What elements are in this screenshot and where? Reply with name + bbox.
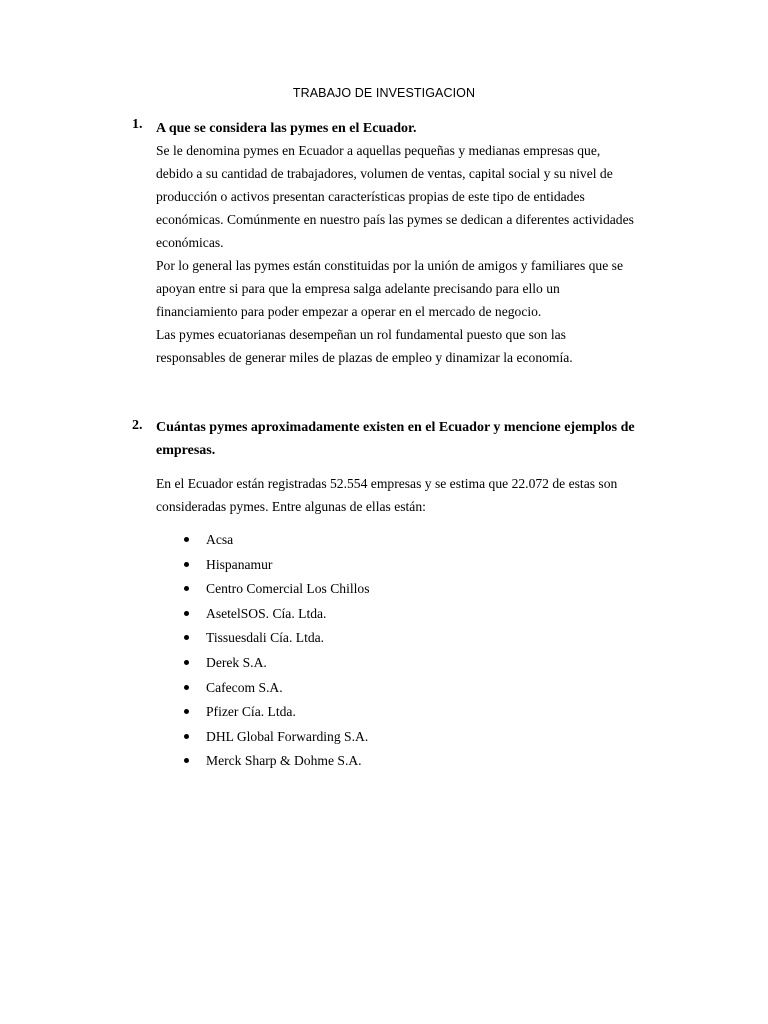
- bullet-icon: [184, 562, 189, 567]
- section-2-body: [156, 472, 666, 518]
- bullet-icon: [184, 586, 189, 591]
- company-name: Acsa: [206, 532, 234, 547]
- section-2-number: 2.: [132, 418, 143, 433]
- paragraph-line: Las pymes ecuatorianas desempeñan un rol fundamental puesto que son las: [156, 327, 566, 342]
- company-name: DHL Global Forwarding S.A.: [206, 728, 369, 744]
- bullet-icon: [184, 709, 189, 714]
- company-name: Cafecom S.A.: [206, 679, 283, 695]
- paragraph-line: En el Ecuador están registradas 52.554 empresas y se estima que 22.072 de estas son: [156, 476, 618, 491]
- paragraph-line: económicas. Comúnmente en nuestro país las pymes se dedican a diferentes actividades: [156, 212, 634, 227]
- section-1-number: 1.: [132, 117, 143, 132]
- company-name: AsetelSOS. Cía. Ltda.: [206, 605, 327, 621]
- paragraph-line: financiamiento para poder empezar a operar en el mercado de negocio.: [156, 304, 542, 319]
- section-2-heading: [156, 416, 676, 462]
- bullet-icon: [184, 537, 189, 542]
- paragraph-line: Se le denomina pymes en Ecuador a aquellas pequeñas y medianas empresas que,: [156, 143, 601, 158]
- company-name: Centro Comercial Los Chillos: [206, 581, 370, 597]
- paragraph-line: económicas.: [156, 235, 224, 250]
- bullet-icon: [184, 660, 189, 665]
- bullet-icon: [184, 611, 189, 616]
- paragraph-line: Por lo general las pymes están constituidas por la unión de amigos y familiares que se: [156, 258, 623, 273]
- company-name: Tissuesdali Cía. Ltda.: [206, 630, 325, 646]
- bullet-icon: [184, 734, 189, 739]
- company-name: Hispanamur: [206, 556, 273, 572]
- document-title: TRABAJO DE INVESTIGACION: [292, 86, 476, 100]
- paragraph-line: consideradas pymes. Entre algunas de ellas están:: [156, 499, 426, 514]
- section-1-body: [156, 139, 666, 369]
- paragraph-line: apoyan entre si para que la empresa salga adelante precisando para ello un: [156, 281, 560, 296]
- company-name: Merck Sharp & Dohme S.A.: [206, 753, 362, 769]
- company-name: Derek S.A.: [206, 654, 267, 670]
- company-name: Pfizer Cía. Ltda.: [206, 704, 296, 720]
- paragraph-line: responsables de generar miles de plazas de empleo y dinamizar la economía.: [156, 350, 573, 365]
- section-1-heading: A que se considera las pymes en el Ecuador.: [156, 121, 417, 136]
- bullet-icon: [184, 758, 189, 763]
- heading-line: empresas.: [156, 443, 216, 458]
- bullet-icon: [184, 635, 189, 640]
- heading-line: Cuántas pymes aproximadamente existen en el Ecuador y mencione ejemplos de: [156, 420, 635, 435]
- bullet-icon: [184, 685, 189, 690]
- paragraph-line: debido a su cantidad de trabajadores, volumen de ventas, capital social y su nivel de: [156, 166, 613, 181]
- paragraph-line: producción o activos presentan características propias de este tipo de entidades: [156, 189, 585, 204]
